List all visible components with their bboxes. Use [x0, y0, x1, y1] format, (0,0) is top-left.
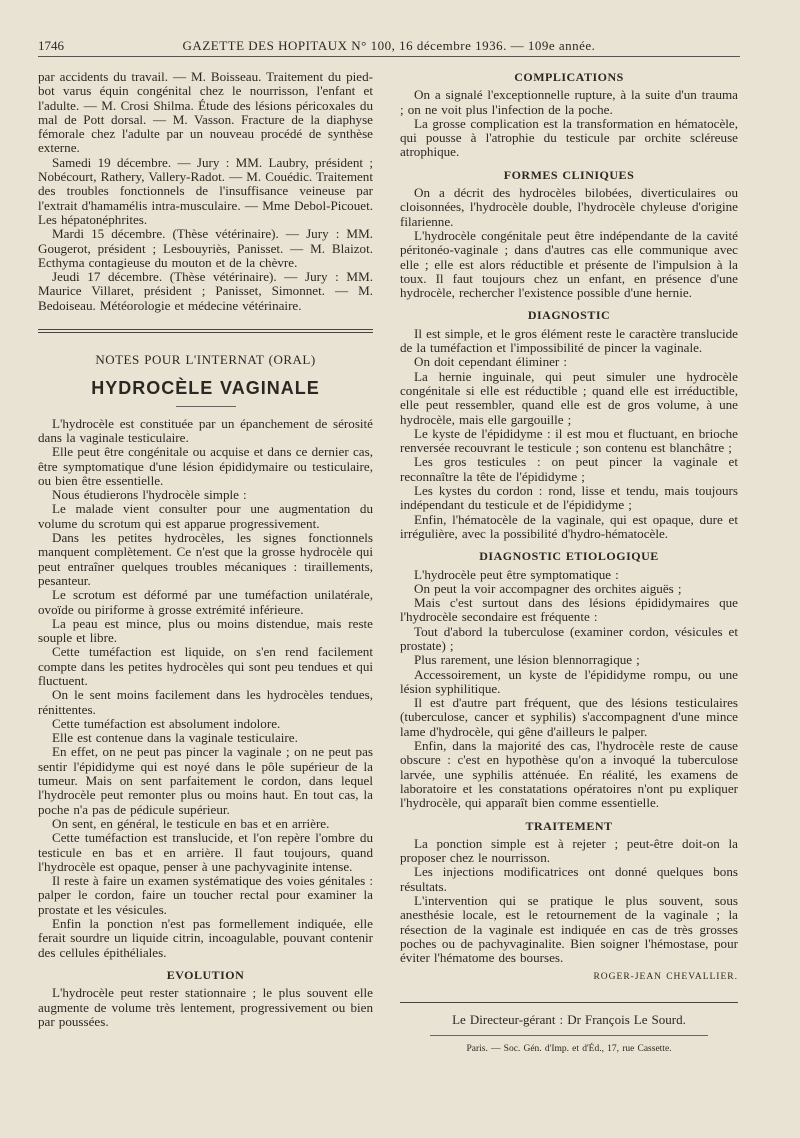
- body-paragraph: Les kystes du cordon : rond, lisse et tendu, mais toujours indépendant du testicule et de l'épididyme ;: [400, 483, 738, 513]
- body-paragraph: On a décrit des hydrocèles bilobées, diverticulaires ou cloisonnées, l'hydrocèle double, l'hydrocèle chyleuse d'origine filarienne.: [400, 185, 738, 229]
- body-paragraph: Mais c'est surtout dans des lésions épididymaires que l'hydrocèle secondaire est fréquente :: [400, 595, 738, 625]
- body-paragraph: Nous étudierons l'hydrocèle simple :: [52, 487, 247, 503]
- body-paragraph: Cette tuméfaction est absolument indolore.: [52, 715, 281, 731]
- page-header: [38, 34, 740, 57]
- body-paragraph: On sent, en général, le testicule en bas et en arrière.: [52, 815, 330, 831]
- body-paragraph: Le malade vient consulter pour une augmentation du volume du scrotum qui est apparue progressivement.: [38, 501, 373, 531]
- body-paragraph: Plus rarement, une lésion blennorragique ;: [414, 652, 640, 668]
- body-paragraph: Le scrotum est déformé par une tuméfaction unilatérale, ovoïde ou piriforme à grosse extrémité inférieure.: [38, 587, 373, 617]
- body-paragraph: En effet, on ne peut pas pincer la vaginale ; on ne peut pas sentir l'épididyme qui est noyé dans le pôle supérieur de la tumeur. Mais on sent parfaitement le cordon, dans lequel l'hydrocèle peut remonter plus ou moins haut. En tout cas, la poche n'a pas de pédicule supérieur.: [38, 744, 373, 817]
- formes-heading: FORMES CLINIQUES: [503, 167, 635, 182]
- body-paragraph: L'hydrocèle peut être symptomatique :: [414, 566, 619, 582]
- body-paragraph: On a signalé l'exceptionnelle rupture, à la suite d'un trauma ; on ne voit plus l'infection de la poche.: [400, 87, 738, 117]
- right-column: [400, 70, 738, 1056]
- body-paragraph: Enfin la ponction n'est pas formellement indiquée, elle ferait sourdre un liquide citrin, incoagulable, pouvant contenir des cellules épithéliales.: [38, 916, 373, 960]
- body-paragraph: Elle est contenue dans la vaginale testiculaire.: [52, 730, 298, 746]
- section-divider: [38, 329, 373, 333]
- body-paragraph: L'hydrocèle est constituée par un épanchement de sérosité dans la vaginale testiculaire.: [38, 415, 373, 445]
- body-paragraph: La ponction simple est à rejeter ; peut-être doit-on la proposer chez le nourrisson.: [400, 835, 738, 866]
- intro-paragraph: Jeudi 17 décembre. (Thèse vétérinaire). — Jury : MM. Maurice Villaret, président ; Panisset, Simonnet. — M. Bedoiseau. Météorologie et médecine vétérinaire.: [38, 269, 373, 313]
- body-paragraph: Dans les petites hydrocèles, les signes fonctionnels manquent complètement. Ce n'est que la grosse hydrocèle qui peut entraîner quelques troubles mécaniques : tiraillements, pesanteur.: [38, 530, 373, 588]
- diagnostic-heading: DIAGNOSTIC: [527, 308, 611, 323]
- body-paragraph: Cette tuméfaction est translucide, et l'on repère l'ombre du testicule en bas et en arrière. Il faut toujours, quand l'hydrocèle est opaque, penser à une pachyvaginite intense.: [38, 830, 373, 874]
- evolution-heading: EVOLUTION: [166, 967, 245, 982]
- intro-paragraph: Samedi 19 décembre. — Jury : MM. Laubry, président ; Nobécourt, Rathery, Vallery-Radot. — M. Couédic. Traitement des troubles fonctionnels de l'insuffisance veineuse par l'extrait d'hamamélis intra-musculaire. — Mme Debol-Picouet. Les hépatonéphrites.: [38, 154, 373, 227]
- body-paragraph: Il est d'autre part fréquent, que des lésions testiculaires (tuberculose, cancer et syphilis) s'accompagnent d'une mince lame d'hydrocèle, qui gêne d'ailleurs le palper.: [400, 695, 738, 739]
- notes-heading: NOTES POUR L'INTERNAT (ORAL): [95, 352, 316, 368]
- body-paragraph: Les gros testicules : on peut pincer la vaginale et reconnaître la tête de l'épididyme ;: [400, 454, 738, 484]
- body-paragraph: Cette tuméfaction est liquide, on s'en rend facilement compte dans les petites hydrocèles qui sont peu tendues et qui fluctuent.: [38, 644, 373, 688]
- etiology-heading: DIAGNOSTIC ETIOLOGIQUE: [479, 549, 659, 564]
- body-paragraph: Enfin, l'hématocèle de la vaginale, qui est opaque, dure et irrégulière, avec la possibilité d'hydro-hématocèle.: [400, 511, 738, 541]
- intro-paragraph: par accidents du travail. — M. Boisseau. Traitement du pied-bot varus équin congénital chez le nourrisson, l'enfant et l'adulte. — M. Crosi Shilma. Étude des lésions péricoxales du mal de Pott dorsal. — M. Vasson. Fracture de la diaphyse fémorale chez l'adulte par un nouveau procédé de synthèse externe.: [38, 69, 373, 156]
- director-line: Le Directeur-gérant : Dr François Le Sourd.: [400, 1002, 738, 1027]
- page-number: 1746: [38, 38, 64, 53]
- journal-title: GAZETTE DES HOPITAUX N° 100, 16 décembre 1936. — 109e année.: [182, 38, 596, 53]
- body-paragraph: L'hydrocèle peut rester stationnaire ; le plus souvent elle augmente de volume très lentement, progressivement ou bien par poussées.: [38, 985, 373, 1029]
- left-column: [38, 70, 373, 1029]
- intro-paragraph: Mardi 15 décembre. (Thèse vétérinaire). — Jury : MM. Gougerot, président ; Lesbouyriès, Panisset. — M. Blaizot. Ecthyma contagieuse du mouton et de la chèvre.: [38, 226, 373, 270]
- body-paragraph: La peau est mince, plus ou moins distendue, mais reste souple et libre.: [38, 615, 373, 646]
- article-title: HYDROCÈLE VAGINALE: [91, 378, 320, 399]
- body-paragraph: Le kyste de l'épididyme : il est mou et fluctuant, en brioche renversée recouvrant le testicule ; son contenu est blanchâtre ;: [400, 425, 738, 456]
- body-paragraph: On doit cependant éliminer :: [414, 354, 568, 370]
- body-paragraph: L'intervention qui se pratique le plus souvent, sous anesthésie locale, est le retournement de la vaginale ; la résection de la vaginale est indiquée en cas de très grosses poches ou de pachyvaginalite. Bien soigner l'hémostase, pour éviter l'hématome des bourses.: [400, 893, 738, 966]
- complications-heading: COMPLICATIONS: [514, 70, 624, 84]
- body-paragraph: La hernie inguinale, qui peut simuler une hydrocèle congénitale si elle est réductible ; quand elle est irréductible, elle peut ressembler, quand elle est de gros volume, à une hydrocèle, mais elle gargouille ;: [400, 368, 738, 427]
- title-rule: [176, 406, 236, 407]
- printer-line: Paris. — Soc. Gén. d'Imp. et d'Éd., 17, rue Cassette.: [430, 1035, 708, 1056]
- body-paragraph: On le sent moins facilement dans les hydrocèles tendues, rénittentes.: [38, 687, 373, 717]
- body-paragraph: On peut la voir accompagner des orchites aiguës ;: [414, 580, 682, 596]
- traitement-heading: TRAITEMENT: [525, 818, 613, 833]
- author-signature: ROGER-JEAN CHEVALLIER.: [593, 971, 738, 982]
- body-paragraph: Elle peut être congénitale ou acquise et dans ce dernier cas, être symptomatique d'une lésion épididymaire ou testiculaire, ou bien être essentielle.: [38, 444, 373, 488]
- body-paragraph: Tout d'abord la tuberculose (examiner cordon, vésicules et prostate) ;: [400, 623, 738, 653]
- body-paragraph: Accessoirement, un kyste de l'épididyme rompu, ou une lésion syphilitique.: [400, 666, 738, 696]
- body-paragraph: Les injections modificatrices ont donné quelques bons résultats.: [400, 864, 738, 894]
- body-paragraph: Il reste à faire un examen systématique des voies génitales : palper le cordon, faire un toucher rectal pour examiner la prostate et les vésicules.: [38, 873, 373, 917]
- body-paragraph: Enfin, dans la majorité des cas, l'hydrocèle reste de cause obscure : c'est en hypothèse qu'on a invoqué la tuberculose larvée, une syphilis atténuée. En réalité, les examens de laboratoire et les constatations opératoires n'ont pu expliquer l'hydrocèle, qui apparaît bien comme essentielle.: [400, 738, 738, 811]
- body-paragraph: L'hydrocèle congénitale peut être indépendante de la cavité péritonéo-vaginale ; dans d'autres cas elle communique avec elle ; elle est alors réductible et présente de l'impulsion à la toux. Il faut toujours chez un enfant, en présence d'une hydrocèle, rechercher l'existence possible d'une hernie.: [400, 227, 738, 301]
- body-paragraph: Il est simple, et le gros élément reste le caractère translucide de la tuméfaction et l'impossibilité de pincer la vaginale.: [400, 325, 738, 356]
- body-paragraph: La grosse complication est la transformation en hématocèle, qui pousse à l'atrophie du testicule par orchite scléreuse atrophique.: [400, 115, 738, 160]
